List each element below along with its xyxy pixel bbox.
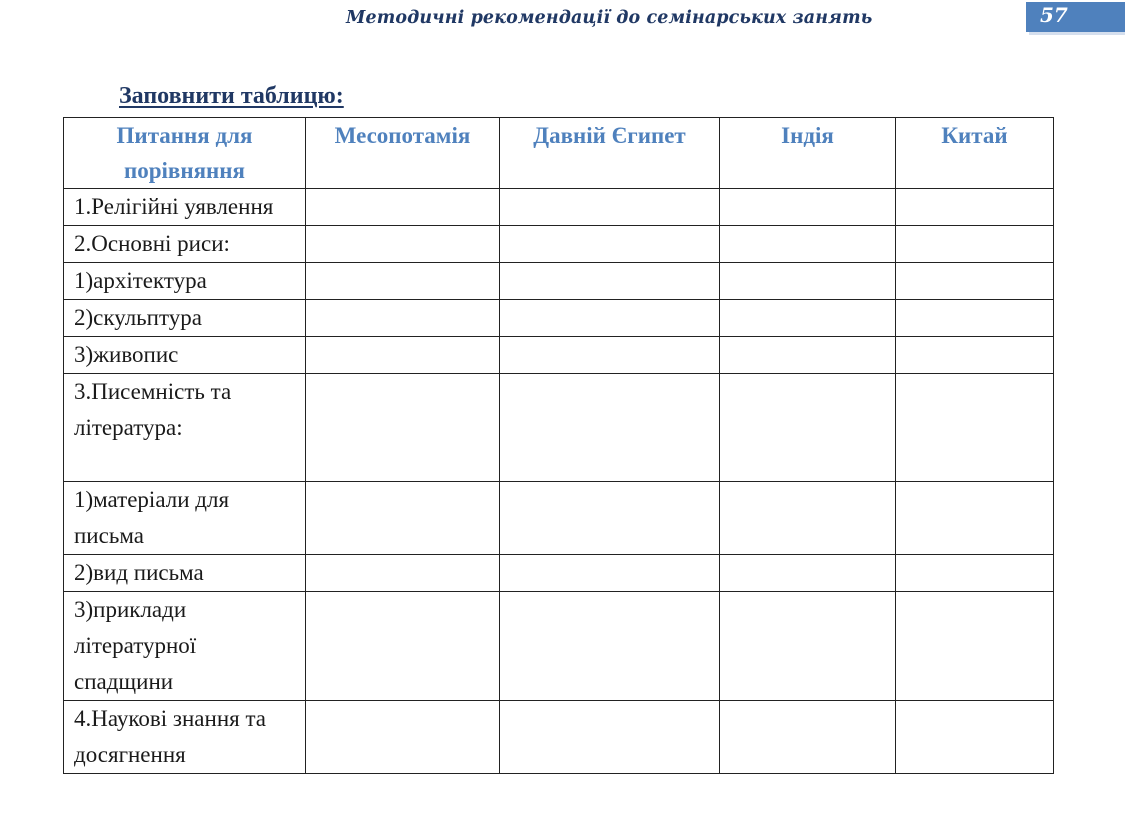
table-cell[interactable]	[720, 300, 896, 337]
table-cell[interactable]	[306, 701, 500, 774]
column-header-india: Індія	[720, 118, 896, 189]
table-cell[interactable]	[306, 592, 500, 701]
page-number-badge	[1026, 2, 1125, 32]
instruction-heading: Заповнити таблицю:	[119, 83, 344, 109]
table-cell[interactable]	[500, 592, 720, 701]
table-cell[interactable]	[500, 337, 720, 374]
table-cell[interactable]	[896, 374, 1054, 482]
table-cell[interactable]	[720, 592, 896, 701]
table-cell[interactable]	[896, 701, 1054, 774]
table-row	[64, 337, 1054, 374]
row-label: 1)архітектура	[64, 263, 306, 300]
table-row	[64, 374, 1054, 482]
table-row	[64, 482, 1054, 555]
table-cell[interactable]	[896, 555, 1054, 592]
table-cell[interactable]	[720, 189, 896, 226]
table-cell[interactable]	[500, 374, 720, 482]
table-row	[64, 300, 1054, 337]
table-cell[interactable]	[306, 263, 500, 300]
row-label: 2)вид письма	[64, 555, 306, 592]
column-header-mesopotamia: Месопотамія	[306, 118, 500, 189]
column-header-question: Питання для порівняння	[64, 118, 306, 189]
table-row	[64, 263, 1054, 300]
table-cell[interactable]	[720, 263, 896, 300]
table-cell[interactable]	[306, 300, 500, 337]
table-cell[interactable]	[306, 555, 500, 592]
row-label: 1.Релігійні уявлення	[64, 189, 306, 226]
row-label: 3)приклади літературної спадщини	[64, 592, 306, 701]
row-label: 3)живопис	[64, 337, 306, 374]
table-cell[interactable]	[720, 374, 896, 482]
table-cell[interactable]	[500, 263, 720, 300]
table-row	[64, 592, 1054, 701]
table-row	[64, 226, 1054, 263]
table-cell[interactable]	[896, 226, 1054, 263]
table-cell[interactable]	[500, 482, 720, 555]
table-cell[interactable]	[720, 226, 896, 263]
table-cell[interactable]	[720, 701, 896, 774]
row-label: 2)скульптура	[64, 300, 306, 337]
page-number: 57	[1040, 3, 1068, 27]
table-row	[64, 189, 1054, 226]
comparison-table	[63, 117, 1054, 774]
table-header-row	[64, 118, 1054, 189]
table-cell[interactable]	[500, 555, 720, 592]
table-cell[interactable]	[720, 337, 896, 374]
table-cell[interactable]	[500, 701, 720, 774]
table-cell[interactable]	[896, 337, 1054, 374]
running-header-title: Методичні рекомендації до семінарських занять	[346, 8, 873, 28]
table-row	[64, 701, 1054, 774]
table-cell[interactable]	[896, 263, 1054, 300]
table-cell[interactable]	[500, 189, 720, 226]
table-cell[interactable]	[720, 482, 896, 555]
column-header-china: Китай	[896, 118, 1054, 189]
table-cell[interactable]	[500, 226, 720, 263]
row-label: 2.Основні риси:	[64, 226, 306, 263]
table-cell[interactable]	[896, 189, 1054, 226]
table-cell[interactable]	[306, 337, 500, 374]
table-cell[interactable]	[720, 555, 896, 592]
table-cell[interactable]	[306, 482, 500, 555]
table-cell[interactable]	[896, 300, 1054, 337]
row-label: 3.Писемність та література:	[64, 374, 306, 482]
table-cell[interactable]	[306, 374, 500, 482]
table-cell[interactable]	[896, 592, 1054, 701]
table-cell[interactable]	[896, 482, 1054, 555]
column-header-egypt: Давній Єгипет	[500, 118, 720, 189]
table-row	[64, 555, 1054, 592]
row-label: 4.Наукові знання та досягнення	[64, 701, 306, 774]
table-cell[interactable]	[306, 226, 500, 263]
table-cell[interactable]	[306, 189, 500, 226]
table-cell[interactable]	[500, 300, 720, 337]
row-label: 1)матеріали для письма	[64, 482, 306, 555]
